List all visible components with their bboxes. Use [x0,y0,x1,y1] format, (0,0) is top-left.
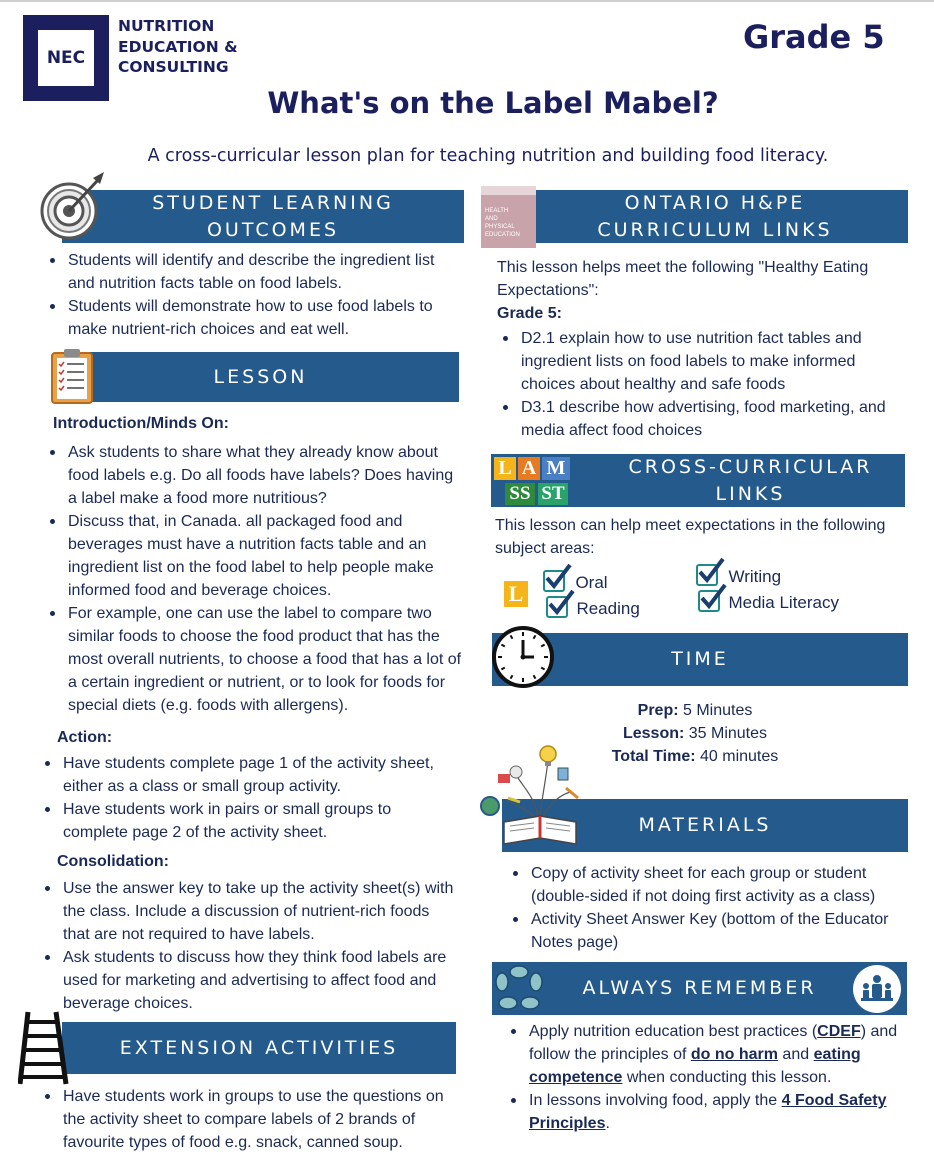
time-value: 40 minutes [695,748,779,765]
intro-item: Ask students to share what they already know about food labels e.g. Do all foods have labels? Does having a label make a food more nutritious? [47,441,462,510]
social-studies-icon: SS [505,483,535,505]
remember-text: . [605,1115,610,1132]
logo-text: NEC [38,30,94,86]
page-title: What's on the Label Mabel? [267,86,719,120]
material-item: Copy of activity sheet for each group or student (double-sided if not doing first activity as a class) [510,862,905,908]
subject-icons [491,455,581,506]
extension-content [42,1085,457,1154]
outcomes-content [47,249,462,341]
top-border [0,0,934,2]
curriculum-intro: This lesson helps meet the following "Healthy Eating Expectations": [497,259,869,299]
curriculum-grade: Grade 5: [497,305,562,322]
subject-label: Writing [728,567,782,586]
curriculum-heading-line: ONTARIO H&PE [624,191,806,214]
extension-item: Have students work in groups to use the questions on the activity sheet to compare labels of 2 brands of favourite types of food e.g. snack, canned soup. [42,1085,457,1154]
time-row-total [560,745,830,768]
book-line: EDUCATION [485,232,520,238]
brand-line: CONSULTING [118,58,229,76]
book-ideas-icon [478,740,590,850]
do-no-harm-link[interactable]: do no harm [690,1046,778,1063]
time-row-lesson [560,722,830,745]
cross-heading-line: LINKS [715,482,786,505]
time-value: 5 Minutes [678,702,753,719]
clock-icon [492,626,554,688]
cross-intro: This lesson can help meet expectations in the following subject areas: [495,517,886,557]
language-icon: L [494,457,516,480]
consolidation-item: Ask students to discuss how they think food labels are used for marketing and advertising to affect food and beverage choices. [42,946,457,1015]
remember-heading [492,962,907,1015]
remember-text: and [777,1046,814,1063]
lesson-heading-text: LESSON [213,365,308,388]
action-title: Action: [57,729,113,746]
extension-heading [62,1022,456,1074]
remember-text: In lessons involving food, apply the [529,1092,782,1109]
family-icon [853,965,901,1013]
subject-label: Reading [576,599,640,618]
remember-item [508,1089,908,1135]
remember-text: Apply nutrition education best practices ( [529,1023,818,1040]
outcomes-heading-line: OUTCOMES [206,218,340,241]
time-heading [492,633,908,686]
subject-label: Media Literacy [728,593,840,612]
time-value: 35 Minutes [684,725,768,742]
subject-label: Oral [575,573,608,592]
intro-title: Introduction/Minds On: [53,415,229,432]
action-item: Have students work in pairs or small groups to complete page 2 of the activity sheet. [42,798,452,844]
page-subtitle: A cross-curricular lesson plan for teaching nutrition and building food literacy. [147,146,829,166]
cross-heading-line: CROSS-CURRICULAR [628,455,873,478]
time-label: Prep: [637,702,679,719]
brand-line: NUTRITION [118,17,215,35]
subject-reading [546,596,640,624]
target-icon [38,170,108,240]
outcome-item: Students will identify and describe the ingredient list and nutrition facts table on food labels. [47,249,462,295]
language-badge: L [504,581,528,607]
remember-content [508,1020,908,1135]
grade-label: Grade 5 [743,18,885,56]
time-row-prep [560,699,830,722]
time-label: Lesson: [622,725,685,742]
consolidation-title: Consolidation: [57,853,169,870]
brand-line: EDUCATION & [118,37,238,56]
eating-competence-link[interactable]: eating competence [529,1046,861,1086]
intro-item: For example, one can use the label to compare two similar foods to choose the food product that has the most overall nutrients, to choose a food that has a lot of a certain ingredient or nutrient, or to look for foods for special diets (e.g. foods with allergens). [47,602,462,717]
action-content [42,752,452,844]
cdef-link[interactable]: CDEF [817,1023,861,1040]
book-line: HEALTH [485,208,509,214]
extension-heading-text: EXTENSION ACTIVITIES [119,1036,399,1059]
action-item: Have students complete page 1 of the activity sheet, either as a class or small group activity. [42,752,452,798]
remember-heading-text: ALWAYS REMEMBER [582,977,817,999]
time-content [560,699,830,768]
outcomes-heading-line: STUDENT LEARNING [152,191,394,214]
science-tech-icon: ST [538,483,568,505]
remember-text: when conducting this lesson. [622,1069,832,1086]
curriculum-item: D2.1 explain how to use nutrition fact tables and ingredient lists on food labels to make informed choices about healthy and safe foods [500,327,905,396]
checkbox-icon [698,590,720,612]
lesson-heading [62,352,459,402]
clipboard-icon [50,347,94,405]
subject-media-literacy [698,590,840,618]
remember-text: ) and follow the principles of [529,1023,898,1063]
consolidation-item: Use the answer key to take up the activity sheet(s) with the class. Include a discussion of nutrient-rich foods that are not required to have labels. [42,877,457,946]
outcomes-heading [62,190,464,243]
math-icon: M [542,457,570,480]
ladder-icon [18,1010,70,1086]
outcome-item: Students will demonstrate how to use food labels to make nutrient-rich choices and eat well. [47,295,462,341]
materials-content [510,862,905,954]
material-item: Activity Sheet Answer Key (bottom of the Educator Notes page) [510,908,905,954]
time-heading-text: TIME [671,648,729,670]
food-safety-link[interactable]: 4 Food Safety Principles [529,1092,887,1132]
arts-icon: A [518,457,540,480]
checkbox-icon [546,596,568,618]
curriculum-item: D3.1 describe how advertising, food marketing, and media affect food choices [500,396,905,442]
remember-item [508,1020,908,1089]
brand-name [118,16,238,78]
book-line: PHYSICAL [485,224,515,230]
book-line: AND [485,216,498,222]
consolidation-content [42,877,457,1015]
intro-content [47,441,462,717]
intro-item: Discuss that, in Canada. all packaged food and beverages must have a nutrition facts table and an ingredient list on the food label to help people make informed food and beverage choices. [47,510,462,602]
hands-circle-icon [493,963,545,1015]
curriculum-heading-line: CURRICULUM LINKS [597,218,833,241]
curriculum-book-image [481,186,536,248]
materials-heading-text: MATERIALS [638,814,772,836]
curriculum-content [500,327,905,442]
time-label: Total Time: [611,748,696,765]
curriculum-heading [522,190,908,243]
